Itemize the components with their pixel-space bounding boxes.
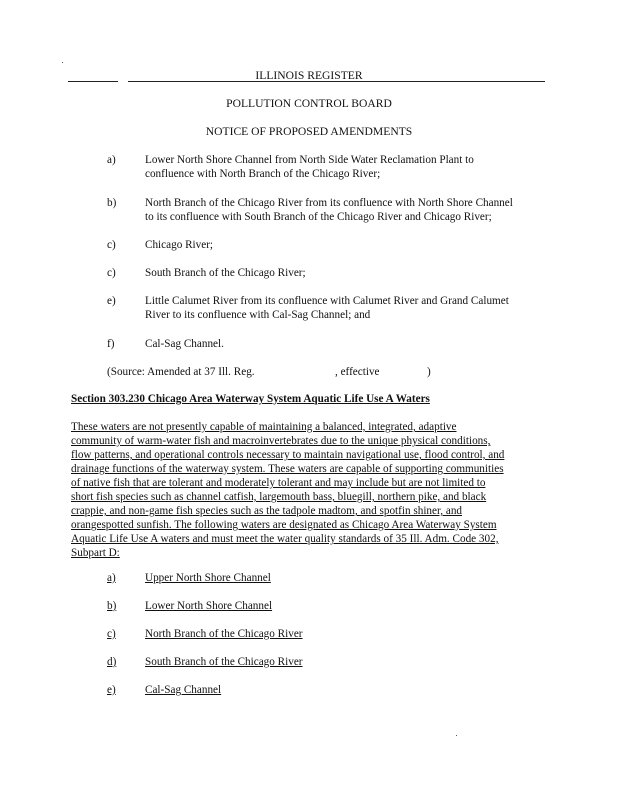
item-text-line: Lower North Shore Channel from North Side Water Reclamation Plant to xyxy=(145,154,474,166)
body-line: Aquatic Life Use A waters and must meet the water quality standards of 35 Ill. Adm. Code 302, xyxy=(71,533,499,545)
item-letter: a) xyxy=(107,154,116,166)
body-line: flow patterns, and operational controls necessary to maintain navigational use, flood control, and xyxy=(71,449,505,461)
body-line: of native fish that are tolerant and moderately tolerant and may include but are not limited to xyxy=(71,477,486,489)
item-text: Upper North Shore Channel xyxy=(145,572,271,584)
item-text-line: North Branch of the Chicago River from its confluence with North Shore Channel xyxy=(145,197,513,209)
item-letter: e) xyxy=(107,684,116,696)
item-text-line: Chicago River; xyxy=(145,239,214,251)
body-line: short fish species such as channel catfish, largemouth bass, bluegill, northern pike, and black xyxy=(71,491,487,503)
body-line: drainage functions of the waterway system. These waters are capable of supporting communities xyxy=(71,463,504,475)
body-line: These waters are not presently capable of maintaining a balanced, integrated, adaptive xyxy=(71,421,457,433)
item-letter: e) xyxy=(107,295,116,307)
source-effective: , effective xyxy=(335,366,380,378)
item-letter: c) xyxy=(107,239,116,251)
item-text: Lower North Shore Channel xyxy=(145,600,273,612)
body-line: crappie, and non-game fish species such as the tadpole madtom, and spotfin shiner, and xyxy=(71,505,463,517)
item-letter: f) xyxy=(107,338,115,350)
item-text-line: South Branch of the Chicago River; xyxy=(145,267,306,279)
register-title: ILLINOIS REGISTER xyxy=(255,69,363,82)
item-text-line: to its confluence with South Branch of the Chicago River and Chicago River; xyxy=(145,211,492,223)
item-letter: b) xyxy=(107,600,117,612)
item-letter: b) xyxy=(107,197,117,209)
scan-speck xyxy=(62,62,63,63)
item-letter: a) xyxy=(107,572,116,584)
item-text-line: Little Calumet River from its confluence with Calumet River and Grand Calumet xyxy=(145,295,509,307)
scan-speck xyxy=(456,735,457,736)
board-title: POLLUTION CONTROL BOARD xyxy=(226,97,392,110)
item-letter: c) xyxy=(107,267,116,279)
body-line: Subpart D: xyxy=(71,547,120,559)
section-heading: Section 303.230 Chicago Area Waterway System Aquatic Life Use A Waters xyxy=(71,393,430,405)
item-text: Cal-Sag Channel xyxy=(145,684,222,696)
body-line: community of warm-water fish and macroinvertebrates due to the unique physical conditions, xyxy=(71,435,491,447)
item-text-line: confluence with North Branch of the Chicago River; xyxy=(145,168,381,180)
item-text: South Branch of the Chicago River xyxy=(145,656,303,668)
source-prefix: (Source: Amended at 37 Ill. Reg. xyxy=(107,366,255,378)
source-close: ) xyxy=(427,366,431,378)
body-line: orangespotted sunfish. The following waters are designated as Chicago Area Waterway System xyxy=(71,519,497,531)
item-text: North Branch of the Chicago River xyxy=(145,628,303,640)
item-letter: d) xyxy=(107,656,117,668)
item-text-line: River to its confluence with Cal-Sag Channel; and xyxy=(145,309,371,321)
item-text-line: Cal-Sag Channel. xyxy=(145,338,224,350)
item-letter: c) xyxy=(107,628,116,640)
section-body xyxy=(71,420,541,560)
notice-title: NOTICE OF PROPOSED AMENDMENTS xyxy=(205,125,413,138)
